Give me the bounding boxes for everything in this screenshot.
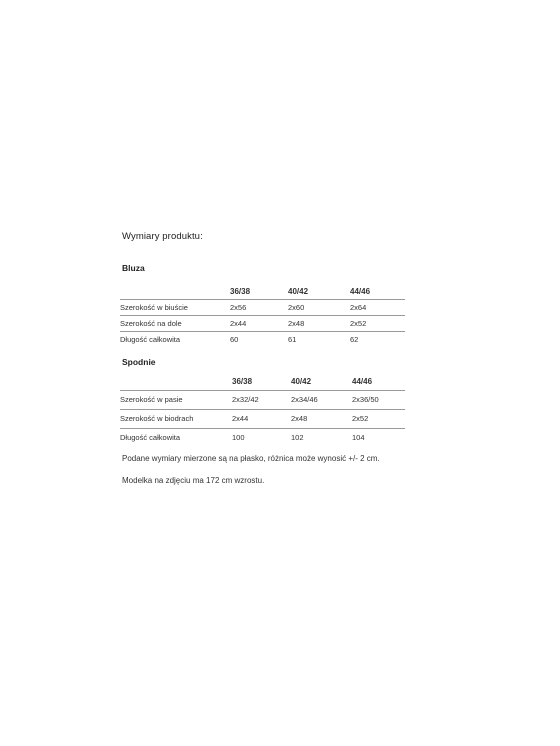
table-cell: 2x36/50 bbox=[352, 390, 405, 409]
table-cell: 61 bbox=[288, 335, 297, 345]
table-header-cell: 40/42 bbox=[288, 283, 350, 300]
table-cell: 100 bbox=[232, 433, 245, 443]
table-header-empty bbox=[120, 283, 230, 300]
table-row bbox=[120, 390, 405, 409]
row-label: Szerokość na dole bbox=[120, 316, 230, 332]
table-header-row bbox=[120, 283, 405, 300]
table-cell: 2x32/42 bbox=[232, 390, 291, 409]
row-label: Szerokość w pasie bbox=[120, 390, 232, 409]
table-cell: 2x52 bbox=[352, 409, 405, 428]
table-row bbox=[120, 300, 405, 316]
table-cell: 2x44 bbox=[232, 409, 291, 428]
table-row bbox=[120, 316, 405, 332]
section-title-bluza: Bluza bbox=[122, 263, 145, 273]
measurement-note: Podane wymiary mierzone są na płasko, różnica może wynosić +/- 2 cm. bbox=[122, 454, 380, 463]
document-title: Wymiary produktu: bbox=[122, 231, 203, 242]
row-label: Szerokość w biodrach bbox=[120, 409, 232, 428]
section-title-spodnie: Spodnie bbox=[122, 357, 156, 367]
table-cell: 2x60 bbox=[288, 300, 350, 316]
table-cell: 2x56 bbox=[230, 300, 288, 316]
model-height-note: Modelka na zdjęciu ma 172 cm wzrostu. bbox=[122, 476, 265, 485]
table-cell: 62 bbox=[350, 335, 359, 345]
table-cell: 2x64 bbox=[350, 300, 405, 316]
row-label: Długość całkowita bbox=[120, 335, 181, 345]
table-header-row bbox=[120, 373, 405, 390]
table-row bbox=[120, 428, 405, 447]
table-header-cell: 44/46 bbox=[352, 373, 405, 390]
table-header-cell: 44/46 bbox=[350, 283, 405, 300]
table-header-cell: 36/38 bbox=[230, 283, 288, 300]
table-header-empty bbox=[120, 373, 232, 390]
table-cell: 60 bbox=[230, 335, 239, 345]
row-label: Długość całkowita bbox=[120, 433, 181, 443]
row-label: Szerokość w biuście bbox=[120, 300, 230, 316]
size-table-bluza bbox=[120, 283, 405, 348]
table-cell: 2x48 bbox=[291, 409, 352, 428]
table-cell: 104 bbox=[352, 433, 365, 443]
table-cell: 2x34/46 bbox=[291, 390, 352, 409]
table-header-cell: 36/38 bbox=[232, 373, 291, 390]
table-cell: 2x44 bbox=[230, 316, 288, 332]
size-table-spodnie bbox=[120, 373, 405, 447]
table-header-cell: 40/42 bbox=[291, 373, 352, 390]
table-row bbox=[120, 332, 405, 348]
table-cell: 2x48 bbox=[288, 316, 350, 332]
table-row bbox=[120, 409, 405, 428]
table-cell: 2x52 bbox=[350, 316, 405, 332]
table-cell: 102 bbox=[291, 433, 304, 443]
